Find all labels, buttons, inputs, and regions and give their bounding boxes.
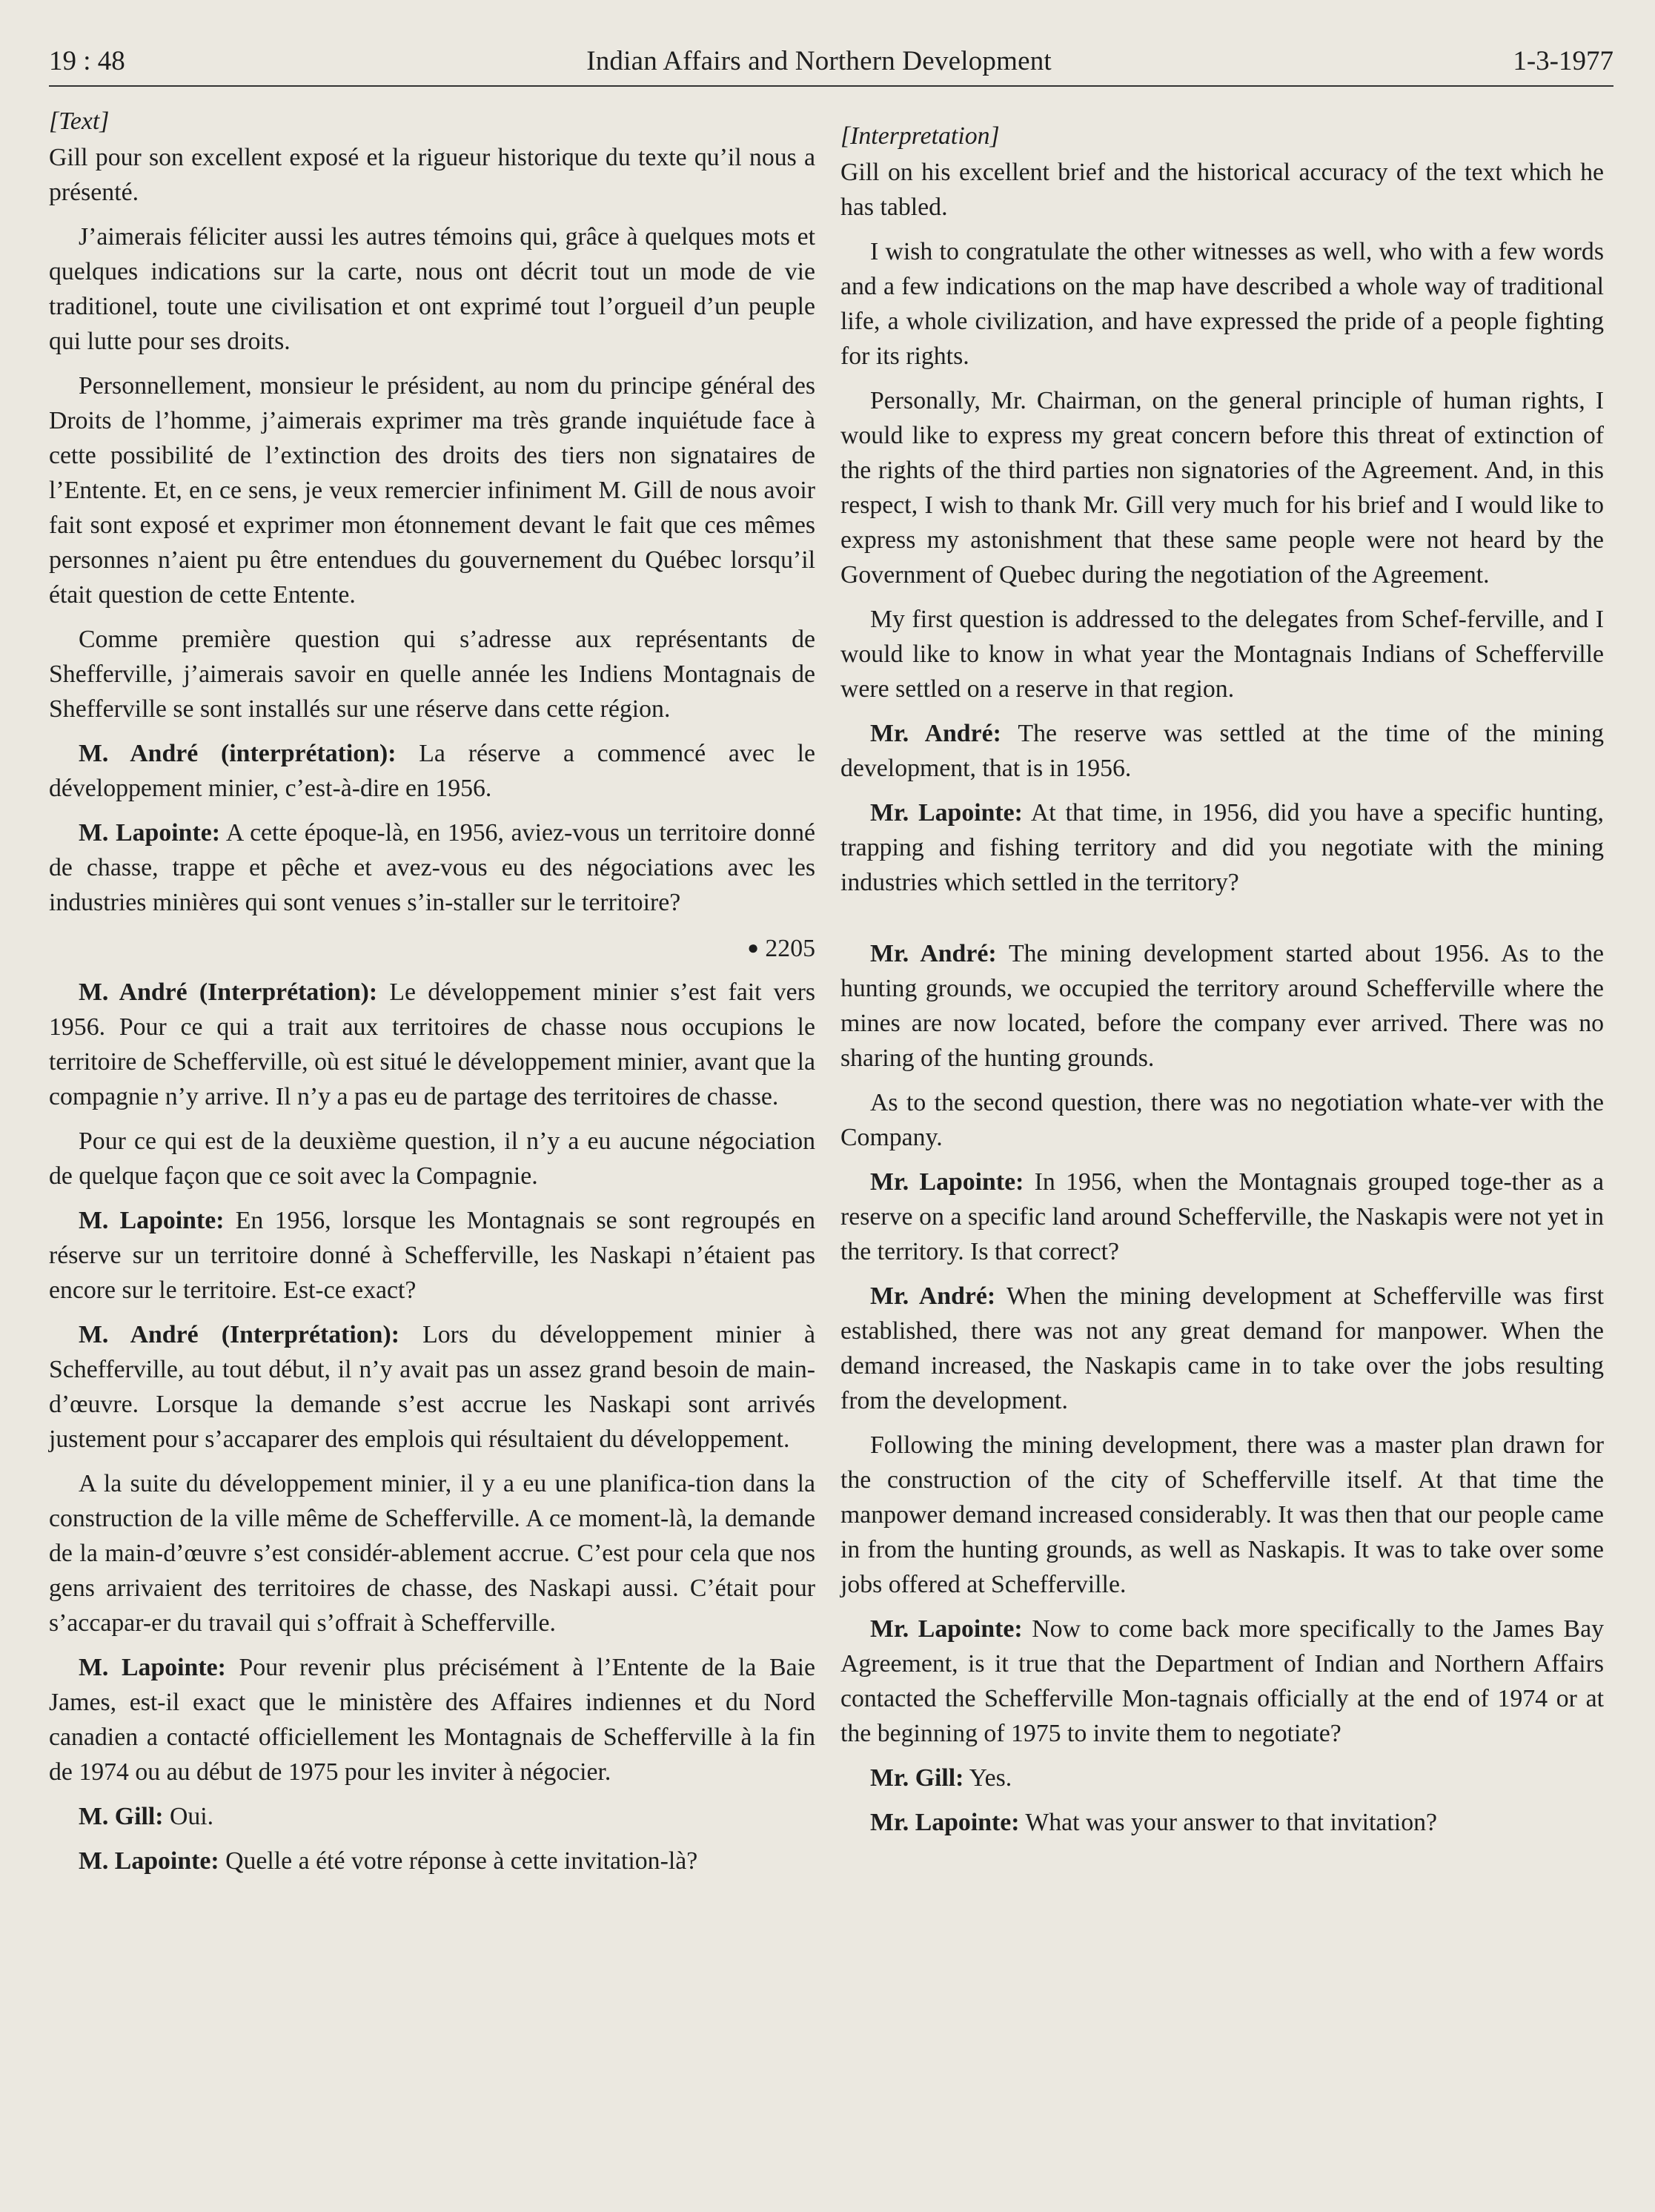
- speech: [840, 936, 1604, 1076]
- speaker: Mr. Gill:: [870, 1764, 964, 1792]
- paragraph: A la suite du développement minier, il y a eu une planifica-tion dans la construction de la ville même de Schefferville. A ce moment-là, la demande de la main-d’œuvre s’est considér-ablement accrue. C’est pour cela que nos gens arrivaient des territoires de chasse, des Naskapi aussi. C’était pour s’accapar-er du travail qui s’offrait à Schefferville.: [49, 1470, 815, 1637]
- time-marker: [49, 930, 815, 966]
- speech-text: In 1956, when the Montagnais grouped toge-ther as a reserve on a specific land around Schefferville, the Naskapis were not yet in the territory. Is that correct?: [840, 1168, 1604, 1265]
- speech: [840, 1279, 1604, 1418]
- paragraph: My first question is addressed to the delegates from Schef-ferville, and I would like to know in what year the Montagnais Indians of Schefferville were settled on a reserve in that region.: [840, 606, 1604, 703]
- paragraph: As to the second question, there was no negotiation whate-ver with the Company.: [840, 1089, 1604, 1151]
- speech-text: What was your answer to that invitation?: [1019, 1809, 1437, 1836]
- text-tag: [Interpretation]: [840, 122, 1000, 150]
- speech-text: Quelle a été votre réponse à cette invitation-là?: [219, 1847, 698, 1875]
- speaker: Mr. André:: [870, 1282, 996, 1310]
- speaker: Mr. André:: [870, 940, 997, 967]
- speech-text: Lors du développement minier à Schefferville, au tout début, il n’y avait pas un assez grand besoin de main-d’œuvre. Lorsque la demande s’est accrue les Naskapi sont arrivés justement pour s’accaparer des emplois qui résultaient du développement.: [49, 1321, 815, 1453]
- spacer: [840, 910, 1604, 936]
- text-tag: [Text]: [49, 107, 110, 135]
- date: 1-3-1977: [1513, 45, 1613, 76]
- paragraph: Gill pour son excellent exposé et la rigueur historique du texte qu’il nous a présenté.: [49, 144, 815, 206]
- header-rule: [49, 85, 1613, 87]
- speech: [49, 975, 815, 1114]
- running-header: [49, 39, 1613, 83]
- speaker: Mr. Lapointe:: [870, 799, 1023, 827]
- speech: [840, 795, 1604, 900]
- publication-title: Indian Affairs and Northern Development: [586, 45, 1052, 76]
- speaker: M. Lapointe:: [79, 819, 220, 847]
- speech: [49, 1799, 815, 1834]
- speech: [49, 1203, 815, 1308]
- speaker: Mr. André:: [870, 720, 1001, 747]
- speech: [840, 1805, 1604, 1840]
- speech: [840, 1165, 1604, 1269]
- speech-text: A cette époque-là, en 1956, aviez-vous un territoire donné de chasse, trappe et pêche et avez-vous eu des négociations avec les industries minières qui sont venues s’in-staller sur le territoire?: [49, 819, 815, 916]
- french-column: [49, 104, 815, 1888]
- paragraph: Comme première question qui s’adresse aux représentants de Shefferville, j’aimerais savoir en quelle année les Indiens Montagnais de Shefferville se sont installés sur une réserve dans cette région.: [49, 626, 815, 723]
- speaker: M. André (Interprétation):: [79, 1321, 399, 1348]
- speaker: M. Gill:: [79, 1803, 164, 1830]
- speaker: M. Lapointe:: [79, 1207, 225, 1234]
- speech: [840, 716, 1604, 786]
- paragraph: Personnellement, monsieur le président, au nom du principe général des Droits de l’homme, j’aimerais exprimer ma très grande inquiétude face à cette possibilité de l’extinction des droits des tiers non signataires de l’Entente. Et, en ce sens, je veux remercier infiniment M. Gill de nous avoir fait sont exposé et exprimer mon étonnement devant le fait que ces mêmes personnes n’aient pu être entendues du gouvernement du Québec lorsqu’il était question de cette Entente.: [49, 372, 815, 609]
- speaker: Mr. Lapointe:: [870, 1615, 1023, 1643]
- speech-text: The reserve was settled at the time of the mining development, that is in 1956.: [840, 720, 1604, 782]
- english-column: [840, 119, 1604, 1850]
- time-marker-value: 2205: [765, 935, 815, 962]
- speech: [840, 1612, 1604, 1751]
- speech: [49, 736, 815, 806]
- speech-text: Le développement minier s’est fait vers 1956. Pour ce qui a trait aux territoires de chasse nous occupions le territoire de Schefferville, où est situé le développement minier, avant que la compagnie n’y arrive. Il n’y a pas eu de partage des territoires de chasse.: [49, 978, 815, 1110]
- speech-text: When the mining development at Schefferville was first established, there was not any great demand for manpower. When the demand increased, the Naskapis came in to take over the jobs resulting from the development.: [840, 1282, 1604, 1414]
- speech-text: At that time, in 1956, did you have a specific hunting, trapping and fishing territory and did you negotiate with the mining industries which settled in the territory?: [840, 799, 1605, 896]
- speaker: M. André (Interprétation):: [79, 978, 378, 1006]
- speech-text: Now to come back more specifically to the James Bay Agreement, is it true that the Department of Indian and Northern Affairs contacted the Schefferville Mon-tagnais officially at the end of 1974 or at the beginning of 1975 to invite them to negotiate?: [840, 1615, 1604, 1747]
- speech: [49, 1650, 815, 1789]
- speech-text: Pour revenir plus précisément à l’Entente de la Baie James, est-il exact que le ministère des Affaires indiennes et du Nord canadien a contacté officiellement les Montagnais de Schefferville à la fin de 1974 ou au début de 1975 pour les inviter à négocier.: [49, 1654, 815, 1786]
- speaker: M. Lapointe:: [79, 1847, 219, 1875]
- speaker: M. Lapointe:: [79, 1654, 226, 1681]
- paragraph: Following the mining development, there was a master plan drawn for the construction of the city of Schefferville itself. At that time the manpower demand increased considerably. It was then that our people came in from the hunting grounds, as well as Naskapis. It was to take over some jobs offered at Schefferville.: [840, 1431, 1604, 1598]
- speech: [840, 1761, 1604, 1795]
- speaker: M. André (interprétation):: [79, 740, 397, 767]
- speech: [49, 1317, 815, 1457]
- paragraph: I wish to congratulate the other witnesses as well, who with a few words and a few indications on the map have described a whole way of traditional life, a whole civilization, and have expressed the pride of a people fighting for its rights.: [840, 238, 1604, 370]
- speech: [49, 1844, 815, 1878]
- paragraph: Personally, Mr. Chairman, on the general principle of human rights, I would like to express my great concern before this threat of extinction of the rights of the third parties non signatories of the Agreement. And, in this respect, I wish to thank Mr. Gill very much for his brief and I would like to express my astonishment that these same people were not heard by the Government of Quebec during the negotiation of the Agreement.: [840, 387, 1604, 589]
- bullet-icon: ●: [747, 937, 759, 958]
- speaker: Mr. Lapointe:: [870, 1809, 1020, 1836]
- paragraph: Gill on his excellent brief and the historical accuracy of the text which he has tabled.: [840, 159, 1604, 221]
- speech: [49, 815, 815, 920]
- page-reference: 19 : 48: [49, 45, 125, 76]
- speech-text: En 1956, lorsque les Montagnais se sont regroupés en réserve sur un territoire donné à Schefferville, les Naskapi n’étaient pas encore sur le territoire. Est-ce exact?: [49, 1207, 815, 1304]
- speaker: Mr. Lapointe:: [870, 1168, 1024, 1196]
- speech-text: La réserve a commencé avec le développement minier, c’est-à-dire en 1956.: [49, 740, 815, 802]
- speech-text: Yes.: [964, 1764, 1012, 1792]
- speech-text: The mining development started about 1956. As to the hunting grounds, we occupied the territory around Schefferville where the mines are now located, before the company ever arrived. There was no sharing of the hunting grounds.: [840, 940, 1604, 1072]
- paragraph: Pour ce qui est de la deuxième question, il n’y a eu aucune négociation de quelque façon que ce soit avec la Compagnie.: [49, 1127, 815, 1190]
- speech-text: Oui.: [163, 1803, 214, 1830]
- paragraph: J’aimerais féliciter aussi les autres témoins qui, grâce à quelques mots et quelques indications sur la carte, nous ont décrit tout un mode de vie traditionel, toute une civilisation et ont exprimé tout l’orgueil d’un peuple qui lutte pour ses droits.: [49, 223, 815, 355]
